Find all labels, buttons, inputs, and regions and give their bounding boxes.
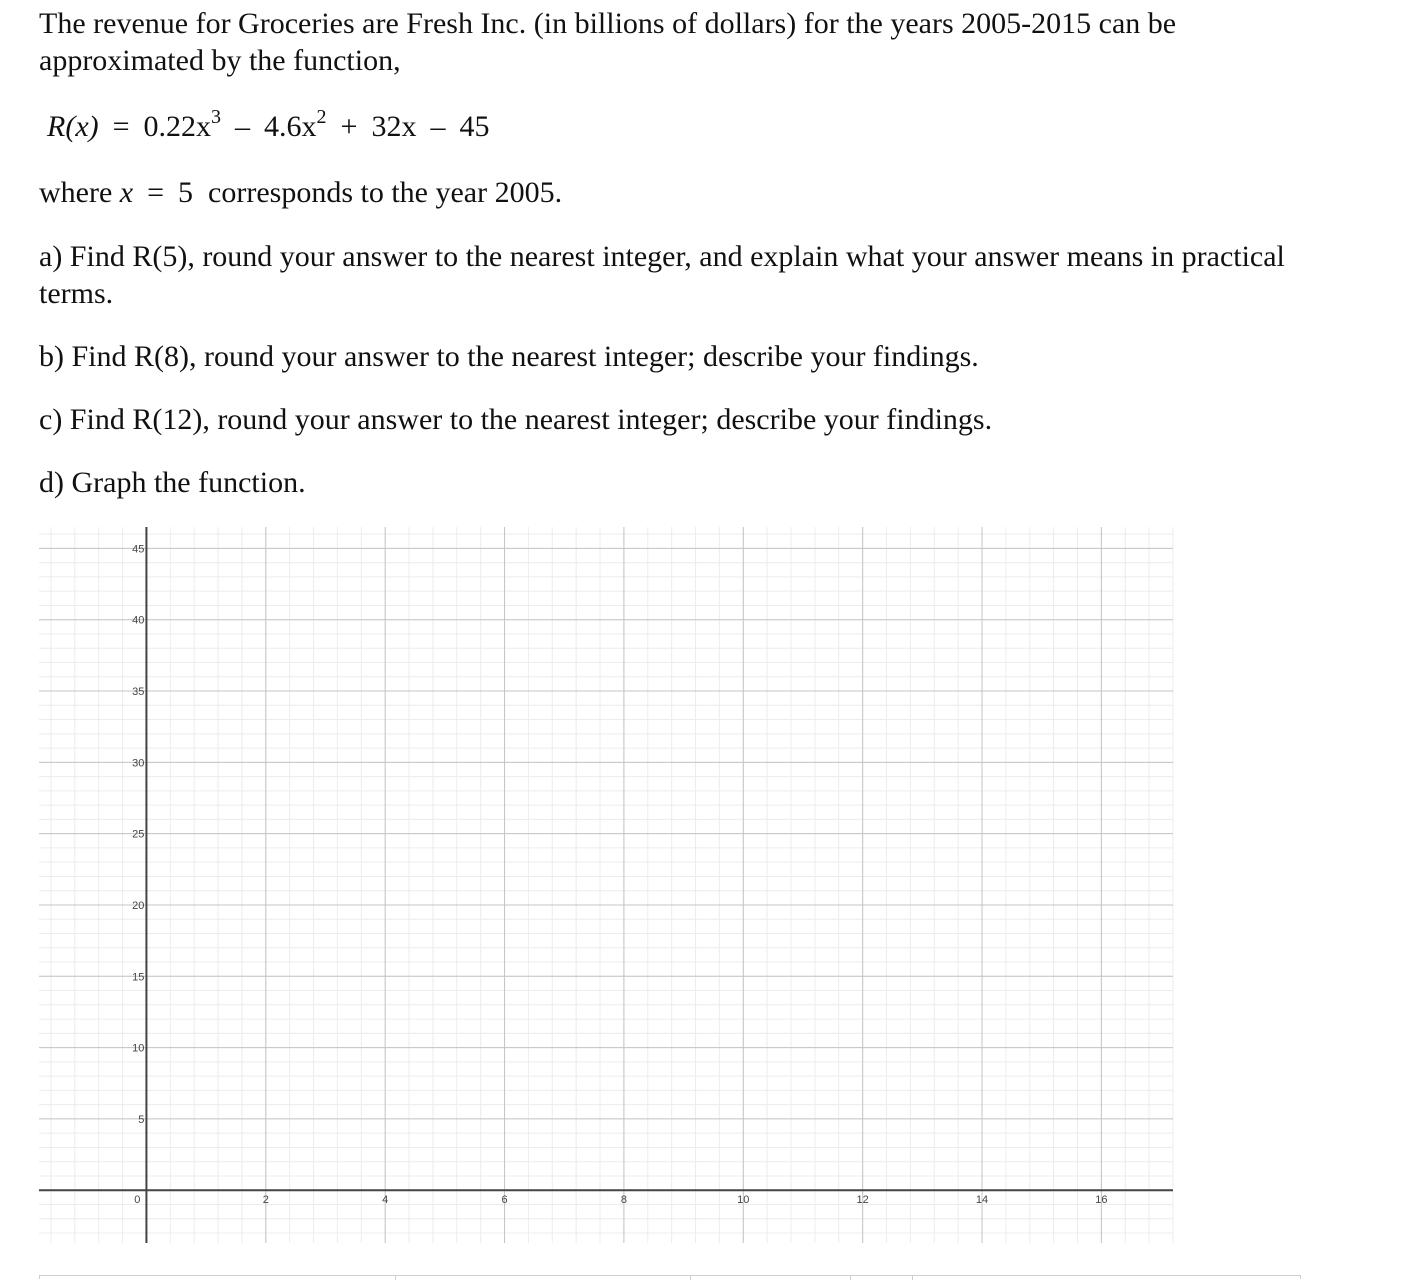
where-prefix: where [39,176,113,209]
y-tick-label: 45 [132,543,145,556]
x-tick-label: 14 [975,1194,989,1207]
formula-term-4: 45 [459,110,490,143]
variable-definition [39,174,1339,211]
formula-exp-1: 3 [211,106,222,128]
formula-lhs: R(x) [47,110,99,143]
question-part-a: a) Find R(5), round your answer to the nearest integer, and explain what your answer means in practical terms. [39,240,1285,310]
y-tick-label: 35 [132,686,145,699]
x-tick-label: 8 [620,1194,627,1207]
where-var: x [119,176,134,209]
question-part-b: b) Find R(8), round your answer to the nearest integer; describe your findings. [39,340,979,373]
x-tick-label: 0 [134,1194,141,1207]
y-tick-label: 10 [132,1042,145,1055]
y-tick-label: 15 [132,971,145,984]
y-tick-label: 20 [132,899,145,912]
y-tick-label: 5 [138,1113,145,1126]
formula-term-3: 32x [371,110,417,143]
formula-plus: + [340,110,358,143]
formula-term-2: 4.6x [264,110,317,143]
question-part-c: c) Find R(12), round your answer to the nearest integer; describe your findings. [39,403,993,436]
x-tick-label: 2 [262,1194,269,1207]
formula-minus-1: – [235,110,251,143]
where-suffix: corresponds to the year 2005. [208,176,563,209]
formula-exp-2: 2 [316,106,327,128]
question-part-d: d) Graph the function. [39,466,306,499]
formula-equals: = [112,110,130,143]
where-value: 5 [178,176,194,209]
x-tick-label: 12 [856,1194,869,1207]
x-tick-label: 6 [501,1194,508,1207]
y-tick-label: 25 [132,828,145,841]
y-tick-label: 40 [132,614,145,627]
answer-box-edge [39,1275,1301,1279]
x-tick-label: 10 [737,1194,750,1207]
problem-intro: The revenue for Groceries are Fresh Inc. (in billions of dollars) for the years 2005-2015 can be approximated by the function, [39,7,1177,77]
formula-term-1: 0.22x [143,110,212,143]
where-equals: = [147,176,165,209]
formula-minus-2: – [430,110,446,143]
x-tick-label: 4 [382,1194,389,1207]
revenue-formula [47,108,489,145]
x-tick-label: 16 [1095,1194,1108,1207]
y-tick-label: 30 [132,757,145,770]
